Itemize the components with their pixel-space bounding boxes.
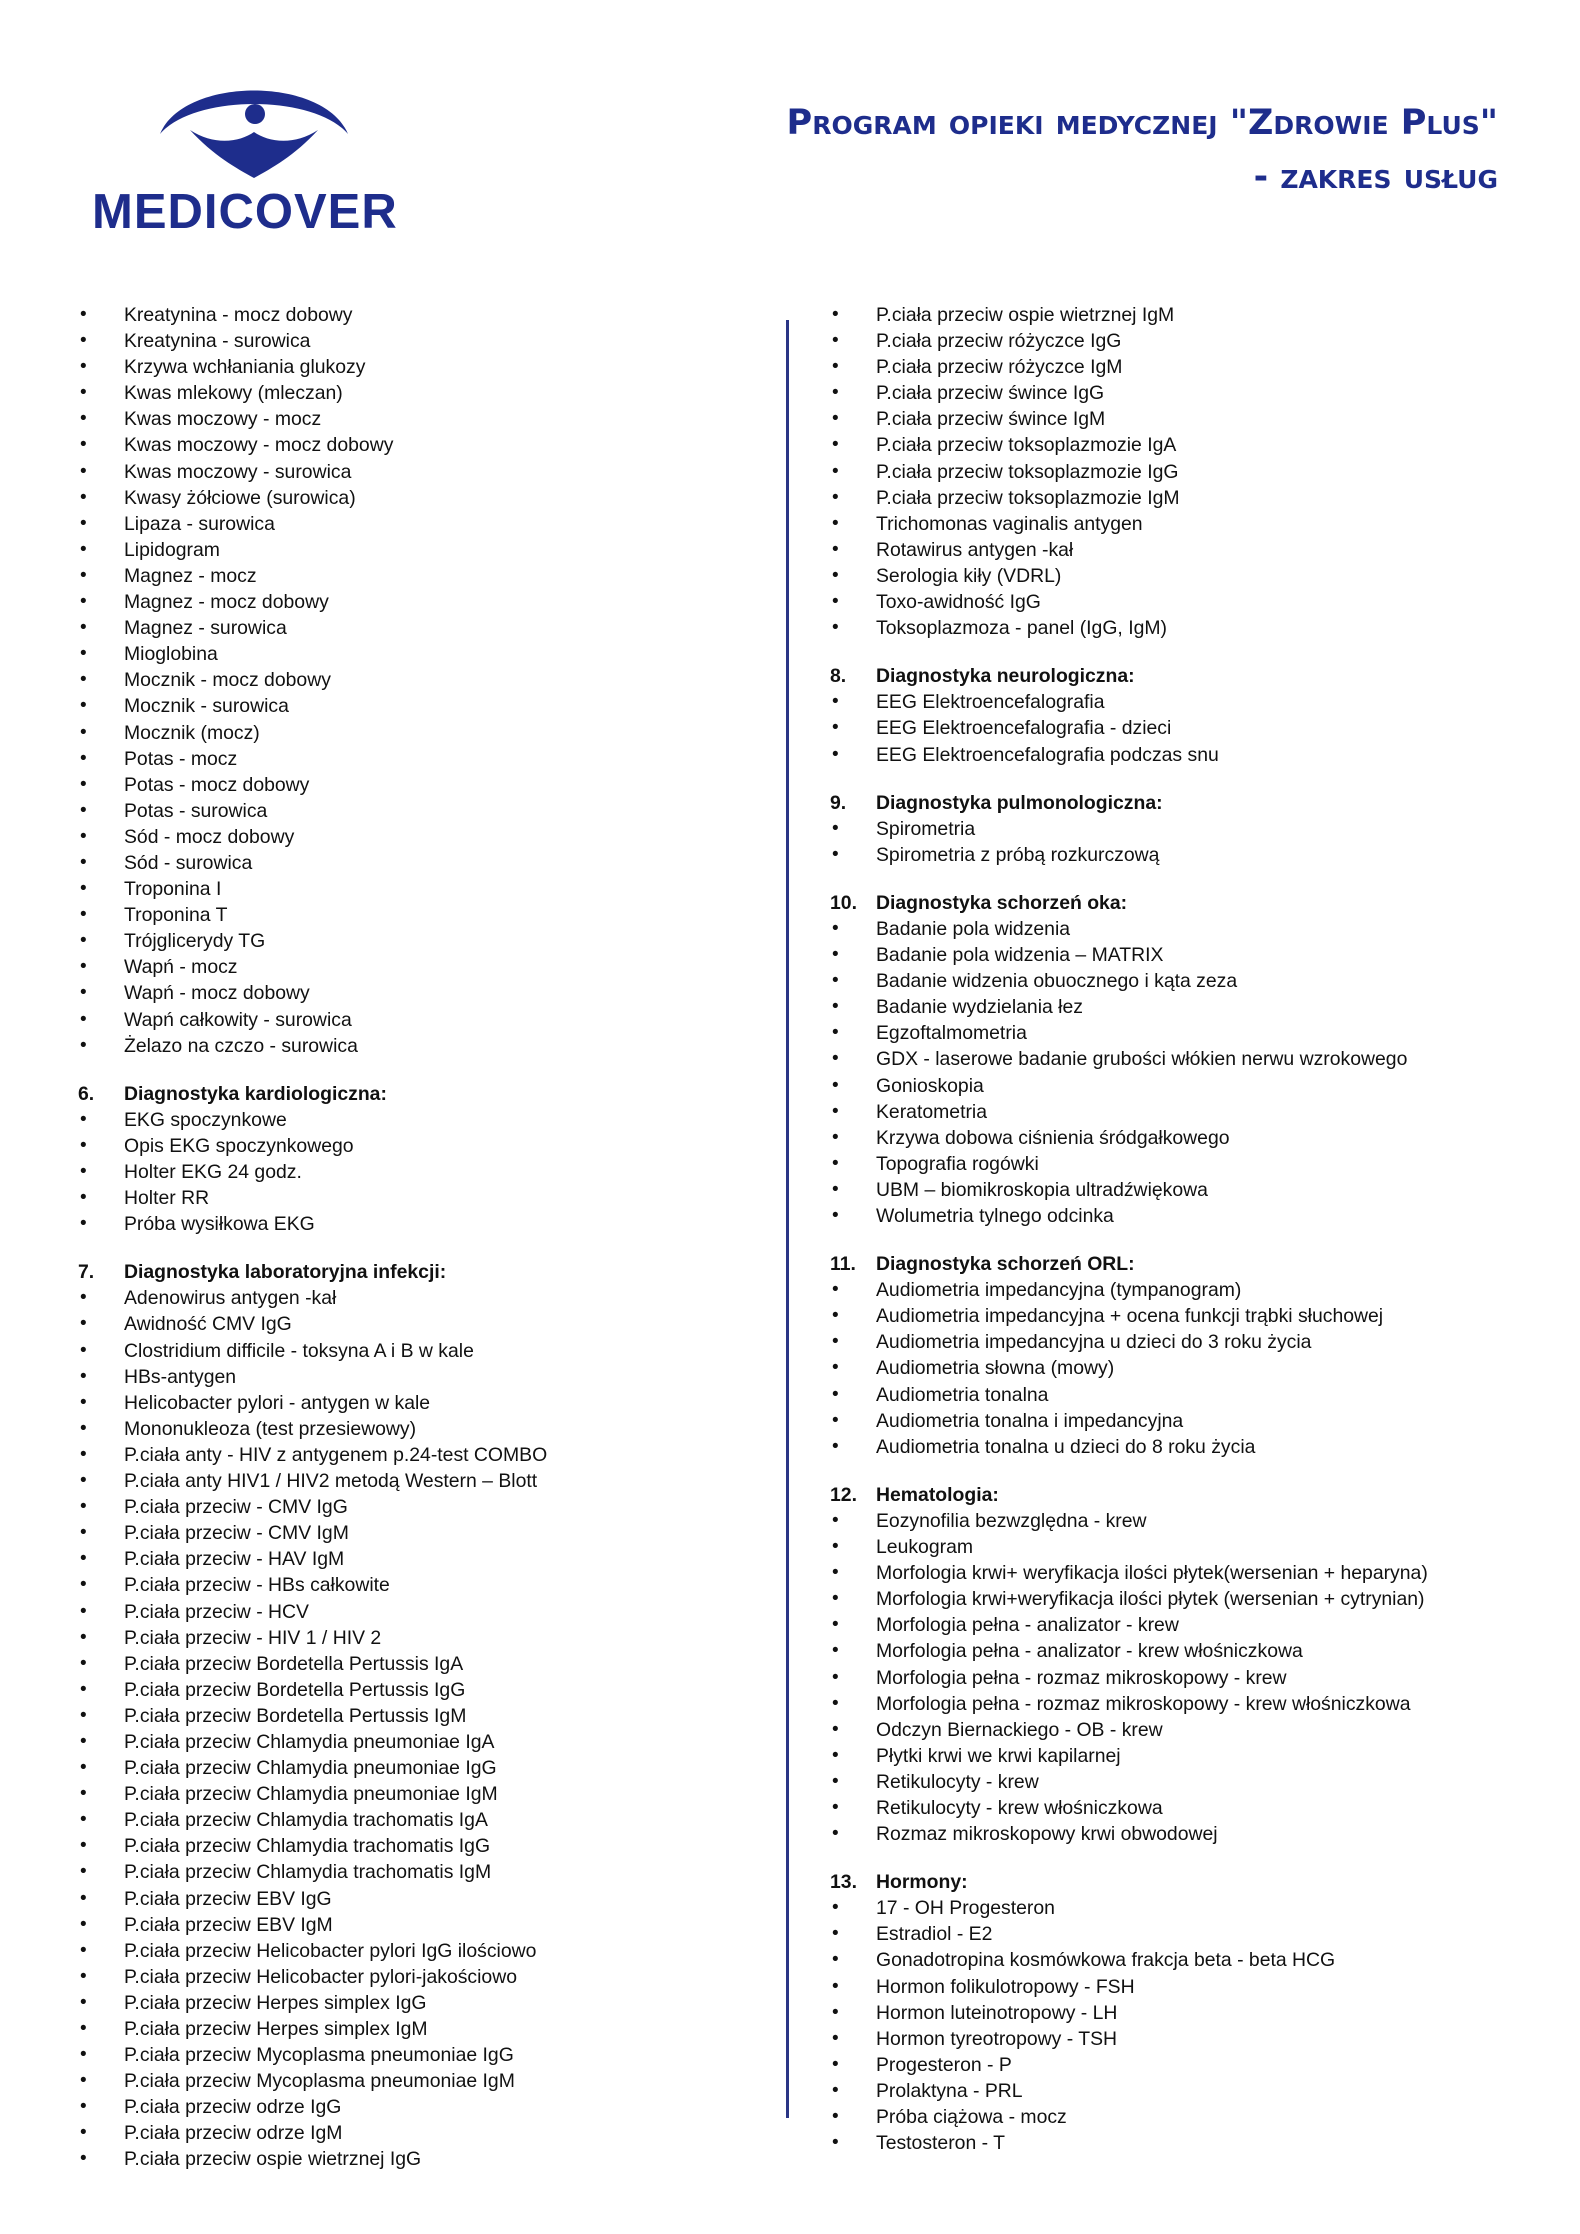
list-item: • Badanie pola widzenia — [830, 916, 1550, 942]
list-item: • Potas - surowica — [78, 798, 758, 824]
list-item: • Serologia kiły (VDRL) — [830, 563, 1550, 589]
section-title: Diagnostyka laboratoryjna infekcji: — [124, 1261, 447, 1284]
section-heading — [830, 890, 1550, 916]
list-item: • P.ciała przeciw - HBs całkowite — [78, 1572, 758, 1598]
section-title: Diagnostyka schorzeń ORL: — [876, 1253, 1135, 1276]
list-item: • P.ciała przeciw - HAV IgM — [78, 1546, 758, 1572]
list-item: • Kwas moczowy - surowica — [78, 459, 758, 485]
section-heading — [830, 1251, 1550, 1277]
section-title: Hormony: — [876, 1871, 968, 1894]
section-number: 12. — [830, 1483, 857, 1506]
list-item: • P.ciała przeciw Bordetella Pertussis IgG — [78, 1677, 758, 1703]
left-column — [78, 302, 758, 2173]
section-heading — [830, 790, 1550, 816]
list-item: • Mocznik - surowica — [78, 693, 758, 719]
section-heading — [830, 1482, 1550, 1508]
list-item: • Morfologia pełna - analizator - krew włośniczkowa — [830, 1638, 1550, 1664]
section-diagnostyka-neurologiczna — [830, 663, 1550, 767]
medicover-figure-icon — [154, 72, 354, 180]
list-item: • Mocznik (mocz) — [78, 720, 758, 746]
list-item: • Troponina I — [78, 876, 758, 902]
list-item: • Kwas moczowy - mocz dobowy — [78, 432, 758, 458]
list-item: • HBs-antygen — [78, 1364, 758, 1390]
list-item: • Magnez - mocz — [78, 563, 758, 589]
list-item: • P.ciała przeciw Herpes simplex IgM — [78, 2016, 758, 2042]
list-item: • Progesteron - P — [830, 2052, 1550, 2078]
list-item: • Clostridium difficile - toksyna A i B w kale — [78, 1338, 758, 1364]
list-item: • Toksoplazmoza - panel (IgG, IgM) — [830, 615, 1550, 641]
list-item: • P.ciała przeciw Mycoplasma pneumoniae IgM — [78, 2068, 758, 2094]
section-heading — [78, 1081, 758, 1107]
list-item: • P.ciała przeciw Helicobacter pylori IgG ilościowo — [78, 1938, 758, 1964]
list-item: • Rozmaz mikroskopowy krwi obwodowej — [830, 1821, 1550, 1847]
list-item: • Próba wysiłkowa EKG — [78, 1211, 758, 1237]
list-item: • Mioglobina — [78, 641, 758, 667]
section-number: 9. — [830, 791, 847, 814]
list-item: • Kwas mlekowy (mleczan) — [78, 380, 758, 406]
list-item: • P.ciała przeciw ospie wietrznej IgM — [830, 302, 1550, 328]
section-heading — [78, 1259, 758, 1285]
section-number: 7. — [78, 1261, 95, 1284]
list-item: • EEG Elektroencefalografia - dzieci — [830, 715, 1550, 741]
list-item: • P.ciała przeciw toksoplazmozie IgA — [830, 432, 1550, 458]
list-item: • Wapń - mocz dobowy — [78, 980, 758, 1006]
section-diagnostyka-laboratoryjna-infekcji — [78, 1259, 758, 2172]
list-item: • EEG Elektroencefalografia — [830, 689, 1550, 715]
list-item: • Leukogram — [830, 1534, 1550, 1560]
page-title — [787, 96, 1498, 204]
list-item: • UBM – biomikroskopia ultradźwiękowa — [830, 1177, 1550, 1203]
list-item: • P.ciała przeciw Chlamydia pneumoniae IgG — [78, 1755, 758, 1781]
section-list — [830, 1508, 1550, 1847]
list-item: • Audiometria impedancyjna u dzieci do 3 roku życia — [830, 1329, 1550, 1355]
list-item: • Holter EKG 24 godz. — [78, 1159, 758, 1185]
list-item: • Mononukleoza (test przesiewowy) — [78, 1416, 758, 1442]
list-item: • P.ciała przeciw Chlamydia pneumoniae IgA — [78, 1729, 758, 1755]
list-item: • Odczyn Biernackiego - OB - krew — [830, 1717, 1550, 1743]
list-item: • P.ciała przeciw EBV IgM — [78, 1912, 758, 1938]
list-item: • Audiometria tonalna u dzieci do 8 roku życia — [830, 1434, 1550, 1460]
section-list — [78, 1285, 758, 2172]
right-column — [830, 302, 1550, 2156]
list-item: • P.ciała przeciw Chlamydia trachomatis IgG — [78, 1833, 758, 1859]
list-item: • Audiometria tonalna — [830, 1382, 1550, 1408]
section-list — [830, 916, 1550, 1229]
list-item: • Audiometria słowna (mowy) — [830, 1355, 1550, 1381]
list-item: • Badanie pola widzenia – MATRIX — [830, 942, 1550, 968]
list-item: • P.ciała przeciw odrze IgM — [78, 2120, 758, 2146]
list-item: • Kwas moczowy - mocz — [78, 406, 758, 432]
section-title: Hematologia: — [876, 1483, 999, 1506]
section-title: Diagnostyka neurologiczna: — [876, 665, 1135, 688]
list-item: • P.ciała anty - HIV z antygenem p.24-test COMBO — [78, 1442, 758, 1468]
list-item: • 17 - OH Progesteron — [830, 1895, 1550, 1921]
list-item: • P.ciała przeciw Helicobacter pylori-jakościowo — [78, 1964, 758, 1990]
list-item: • Opis EKG spoczynkowego — [78, 1133, 758, 1159]
list-item: • P.ciała przeciw Bordetella Pertussis IgM — [78, 1703, 758, 1729]
list-item: • Morfologia pełna - rozmaz mikroskopowy - krew włośniczkowa — [830, 1691, 1550, 1717]
list-item: • Egzoftalmometria — [830, 1020, 1550, 1046]
section-title: Diagnostyka pulmonologiczna: — [876, 791, 1163, 814]
list-item: • Sód - surowica — [78, 850, 758, 876]
list-item: • Troponina T — [78, 902, 758, 928]
section-number: 8. — [830, 665, 847, 688]
section-number: 10. — [830, 891, 857, 914]
section-number: 6. — [78, 1082, 95, 1105]
list-item: • Wapń - mocz — [78, 954, 758, 980]
list-item: • Testosteron - T — [830, 2130, 1550, 2156]
section-hematologia — [830, 1482, 1550, 1847]
list-item: • Gonadotropina kosmówkowa frakcja beta - beta HCG — [830, 1947, 1550, 1973]
list-item: • P.ciała przeciw - HIV 1 / HIV 2 — [78, 1625, 758, 1651]
list-item: • P.ciała przeciw Mycoplasma pneumoniae IgG — [78, 2042, 758, 2068]
list-item: • P.ciała przeciw śwince IgM — [830, 406, 1550, 432]
list-item: • Hormon luteinotropowy - LH — [830, 2000, 1550, 2026]
list-item: • Potas - mocz dobowy — [78, 772, 758, 798]
list-item: • Lipidogram — [78, 537, 758, 563]
medicover-logo — [92, 72, 422, 239]
list-item: • Magnez - mocz dobowy — [78, 589, 758, 615]
list-item: • P.ciała przeciw Chlamydia pneumoniae IgM — [78, 1781, 758, 1807]
list-item: • Rotawirus antygen -kał — [830, 537, 1550, 563]
logo-wordmark: MEDICOVER — [92, 185, 398, 239]
list-item: • P.ciała przeciw Bordetella Pertussis IgA — [78, 1651, 758, 1677]
title-line-2: - zakres usług — [1253, 157, 1498, 197]
section-hormony — [830, 1869, 1550, 2156]
list-item: • P.ciała przeciw toksoplazmozie IgG — [830, 459, 1550, 485]
list-item: • EEG Elektroencefalografia podczas snu — [830, 742, 1550, 768]
section-diagnostyka-schorzen-oka — [830, 890, 1550, 1229]
list-item: • Krzywa dobowa ciśnienia śródgałkowego — [830, 1125, 1550, 1151]
section-list — [830, 689, 1550, 767]
list-item: • Awidność CMV IgG — [78, 1311, 758, 1337]
list-item: • P.ciała przeciw ospie wietrznej IgG — [78, 2146, 758, 2172]
list-item: • Spirometria z próbą rozkurczową — [830, 842, 1550, 868]
list-item: • P.ciała przeciw toksoplazmozie IgM — [830, 485, 1550, 511]
list-item: • Krzywa wchłaniania glukozy — [78, 354, 758, 380]
list-item: • Trójglicerydy TG — [78, 928, 758, 954]
list-item: • P.ciała przeciw Chlamydia trachomatis IgA — [78, 1807, 758, 1833]
list-item: • Trichomonas vaginalis antygen — [830, 511, 1550, 537]
list-item: • Próba ciążowa - mocz — [830, 2104, 1550, 2130]
list-item: • Audiometria impedancyjna (tympanogram) — [830, 1277, 1550, 1303]
list-item: • Potas - mocz — [78, 746, 758, 772]
section-heading — [830, 663, 1550, 689]
section-list — [830, 1277, 1550, 1460]
list-item: • Morfologia krwi+weryfikacja ilości płytek (wersenian + cytrynian) — [830, 1586, 1550, 1612]
list-item: • Badanie widzenia obuocznego i kąta zeza — [830, 968, 1550, 994]
list-item: • Żelazo na czczo - surowica — [78, 1033, 758, 1059]
list-item: • P.ciała przeciw - CMV IgG — [78, 1494, 758, 1520]
section-diagnostyka-schorzen-orl — [830, 1251, 1550, 1460]
list-item: • P.ciała anty HIV1 / HIV2 metodą Western – Blott — [78, 1468, 758, 1494]
list-item: • Wolumetria tylnego odcinka — [830, 1203, 1550, 1229]
section-list — [830, 816, 1550, 868]
list-item: • Audiometria impedancyjna + ocena funkcji trąbki słuchowej — [830, 1303, 1550, 1329]
list-item: • P.ciała przeciw różyczce IgG — [830, 328, 1550, 354]
list-item: • EKG spoczynkowe — [78, 1107, 758, 1133]
left-intro-list — [78, 302, 758, 1059]
section-title: Diagnostyka schorzeń oka: — [876, 891, 1128, 914]
list-item: • P.ciała przeciw EBV IgG — [78, 1886, 758, 1912]
list-item: • Kreatynina - surowica — [78, 328, 758, 354]
list-item: • Toxo-awidność IgG — [830, 589, 1550, 615]
list-item: • Badanie wydzielania łez — [830, 994, 1550, 1020]
list-item: • Spirometria — [830, 816, 1550, 842]
list-item: • Retikulocyty - krew włośniczkowa — [830, 1795, 1550, 1821]
list-item: • Holter RR — [78, 1185, 758, 1211]
section-number: 11. — [830, 1253, 856, 1276]
section-heading — [830, 1869, 1550, 1895]
section-list — [78, 1107, 758, 1237]
list-item: • P.ciała przeciw Chlamydia trachomatis IgM — [78, 1859, 758, 1885]
list-item: • Morfologia pełna - rozmaz mikroskopowy - krew — [830, 1665, 1550, 1691]
list-item: • Gonioskopia — [830, 1073, 1550, 1099]
section-number: 13. — [830, 1871, 857, 1894]
list-item: • Keratometria — [830, 1099, 1550, 1125]
list-item: • Wapń całkowity - surowica — [78, 1007, 758, 1033]
list-item: • P.ciała przeciw - HCV — [78, 1599, 758, 1625]
list-item: • P.ciała przeciw - CMV IgM — [78, 1520, 758, 1546]
column-divider — [786, 320, 789, 2118]
list-item: • Helicobacter pylori - antygen w kale — [78, 1390, 758, 1416]
list-item: • Hormon tyreotropowy - TSH — [830, 2026, 1550, 2052]
section-title: Diagnostyka kardiologiczna: — [124, 1082, 387, 1105]
section-list — [830, 1895, 1550, 2156]
section-diagnostyka-kardiologiczna — [78, 1081, 758, 1238]
list-item: • Magnez - surowica — [78, 615, 758, 641]
list-item: • Eozynofilia bezwzględna - krew — [830, 1508, 1550, 1534]
list-item: • Adenowirus antygen -kał — [78, 1285, 758, 1311]
list-item: • Topografia rogówki — [830, 1151, 1550, 1177]
section-diagnostyka-pulmonologiczna — [830, 790, 1550, 868]
list-item: • Retikulocyty - krew — [830, 1769, 1550, 1795]
list-item: • GDX - laserowe badanie grubości włókien nerwu wzrokowego — [830, 1046, 1550, 1072]
list-item: • Estradiol - E2 — [830, 1921, 1550, 1947]
right-intro-list — [830, 302, 1550, 641]
list-item: • Sód - mocz dobowy — [78, 824, 758, 850]
list-item: • Kreatynina - mocz dobowy — [78, 302, 758, 328]
list-item: • Płytki krwi we krwi kapilarnej — [830, 1743, 1550, 1769]
list-item: • Mocznik - mocz dobowy — [78, 667, 758, 693]
title-line-1: Program opieki medycznej "Zdrowie Plus" — [786, 103, 1498, 143]
list-item: • Hormon folikulotropowy - FSH — [830, 1974, 1550, 2000]
list-item: • Kwasy żółciowe (surowica) — [78, 485, 758, 511]
list-item: • P.ciała przeciw odrze IgG — [78, 2094, 758, 2120]
list-item: • Audiometria tonalna i impedancyjna — [830, 1408, 1550, 1434]
list-item: • P.ciała przeciw różyczce IgM — [830, 354, 1550, 380]
list-item: • P.ciała przeciw Herpes simplex IgG — [78, 1990, 758, 2016]
list-item: • P.ciała przeciw śwince IgG — [830, 380, 1550, 406]
list-item: • Morfologia pełna - analizator - krew — [830, 1612, 1550, 1638]
list-item: • Prolaktyna - PRL — [830, 2078, 1550, 2104]
list-item: • Lipaza - surowica — [78, 511, 758, 537]
list-item: • Morfologia krwi+ weryfikacja ilości płytek(wersenian + heparyna) — [830, 1560, 1550, 1586]
